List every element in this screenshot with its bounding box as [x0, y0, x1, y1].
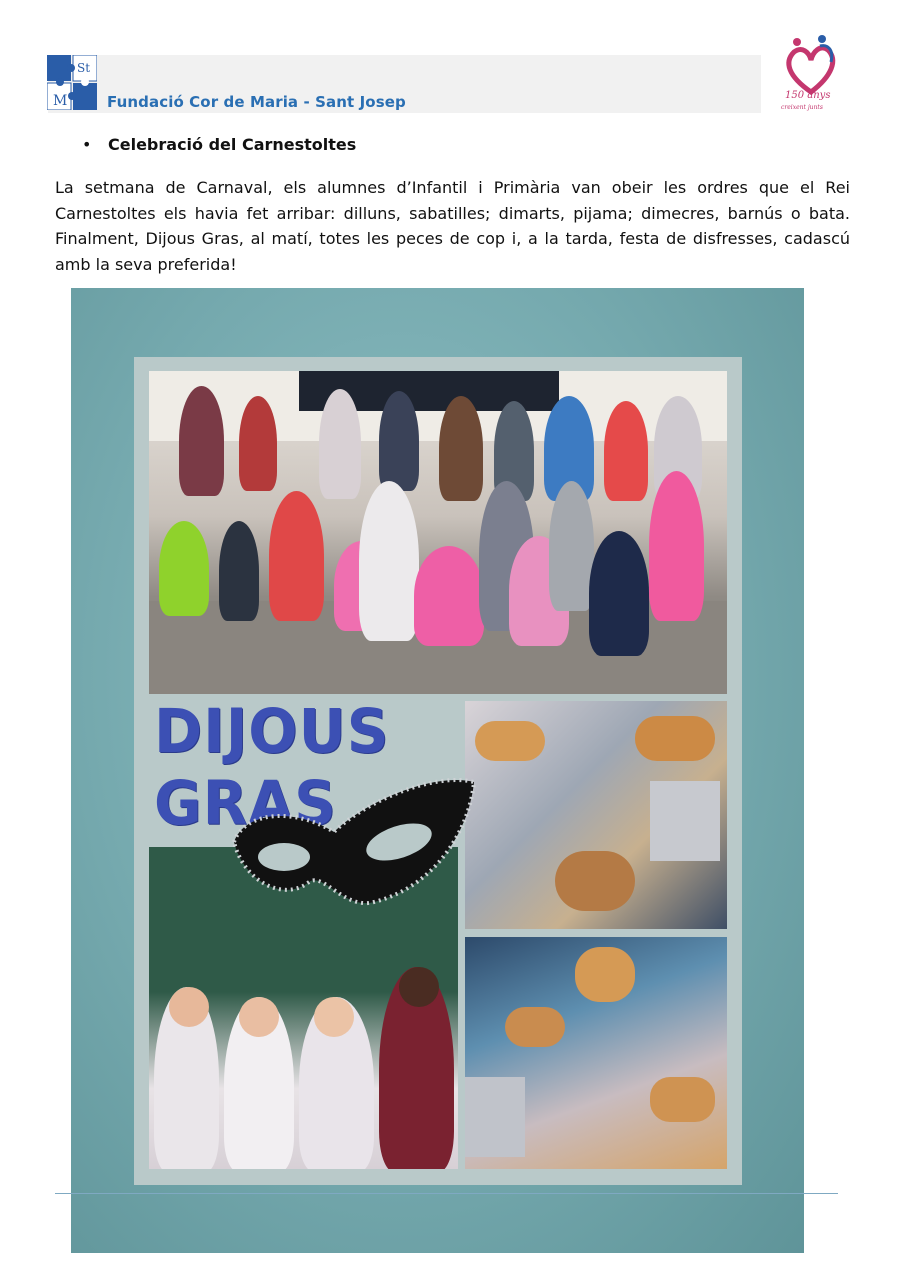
- logo-left-letter: M: [53, 93, 68, 109]
- kids-eating-photo-1: [465, 701, 727, 929]
- poster-word-gras: GRAS: [154, 767, 337, 839]
- logo-right-subtext: creixent junts: [781, 104, 823, 111]
- bullet: •: [82, 135, 92, 154]
- section-title: Celebració del Carnestoltes: [108, 135, 357, 154]
- group-photo: [149, 371, 727, 694]
- body-paragraph: La setmana de Carnaval, els alumnes d’Infantil i Primària van obeir les ordres que el Rei Carnestoltes els havia fet arribar: dilluns, sabatilles; dimarts, pijama; dimecres, barnús o bata. Finalment, Dijous Gras, al matí, totes les peces de cop i, a la tarda, festa de disfresses, cadascú amb la seva preferida!: [55, 178, 850, 274]
- footer-divider: [55, 1193, 838, 1194]
- organization-title: Fundació Cor de Maria - Sant Josep: [107, 93, 406, 111]
- poster-word-dijous: DIJOUS: [154, 695, 390, 767]
- logo-left-text: St: [77, 61, 91, 75]
- puzzle-logo-icon: [47, 55, 97, 110]
- carnival-mask-icon: [224, 762, 480, 920]
- kids-eating-photo-2: [465, 937, 727, 1169]
- logo-right-text: 150 anys: [785, 90, 831, 101]
